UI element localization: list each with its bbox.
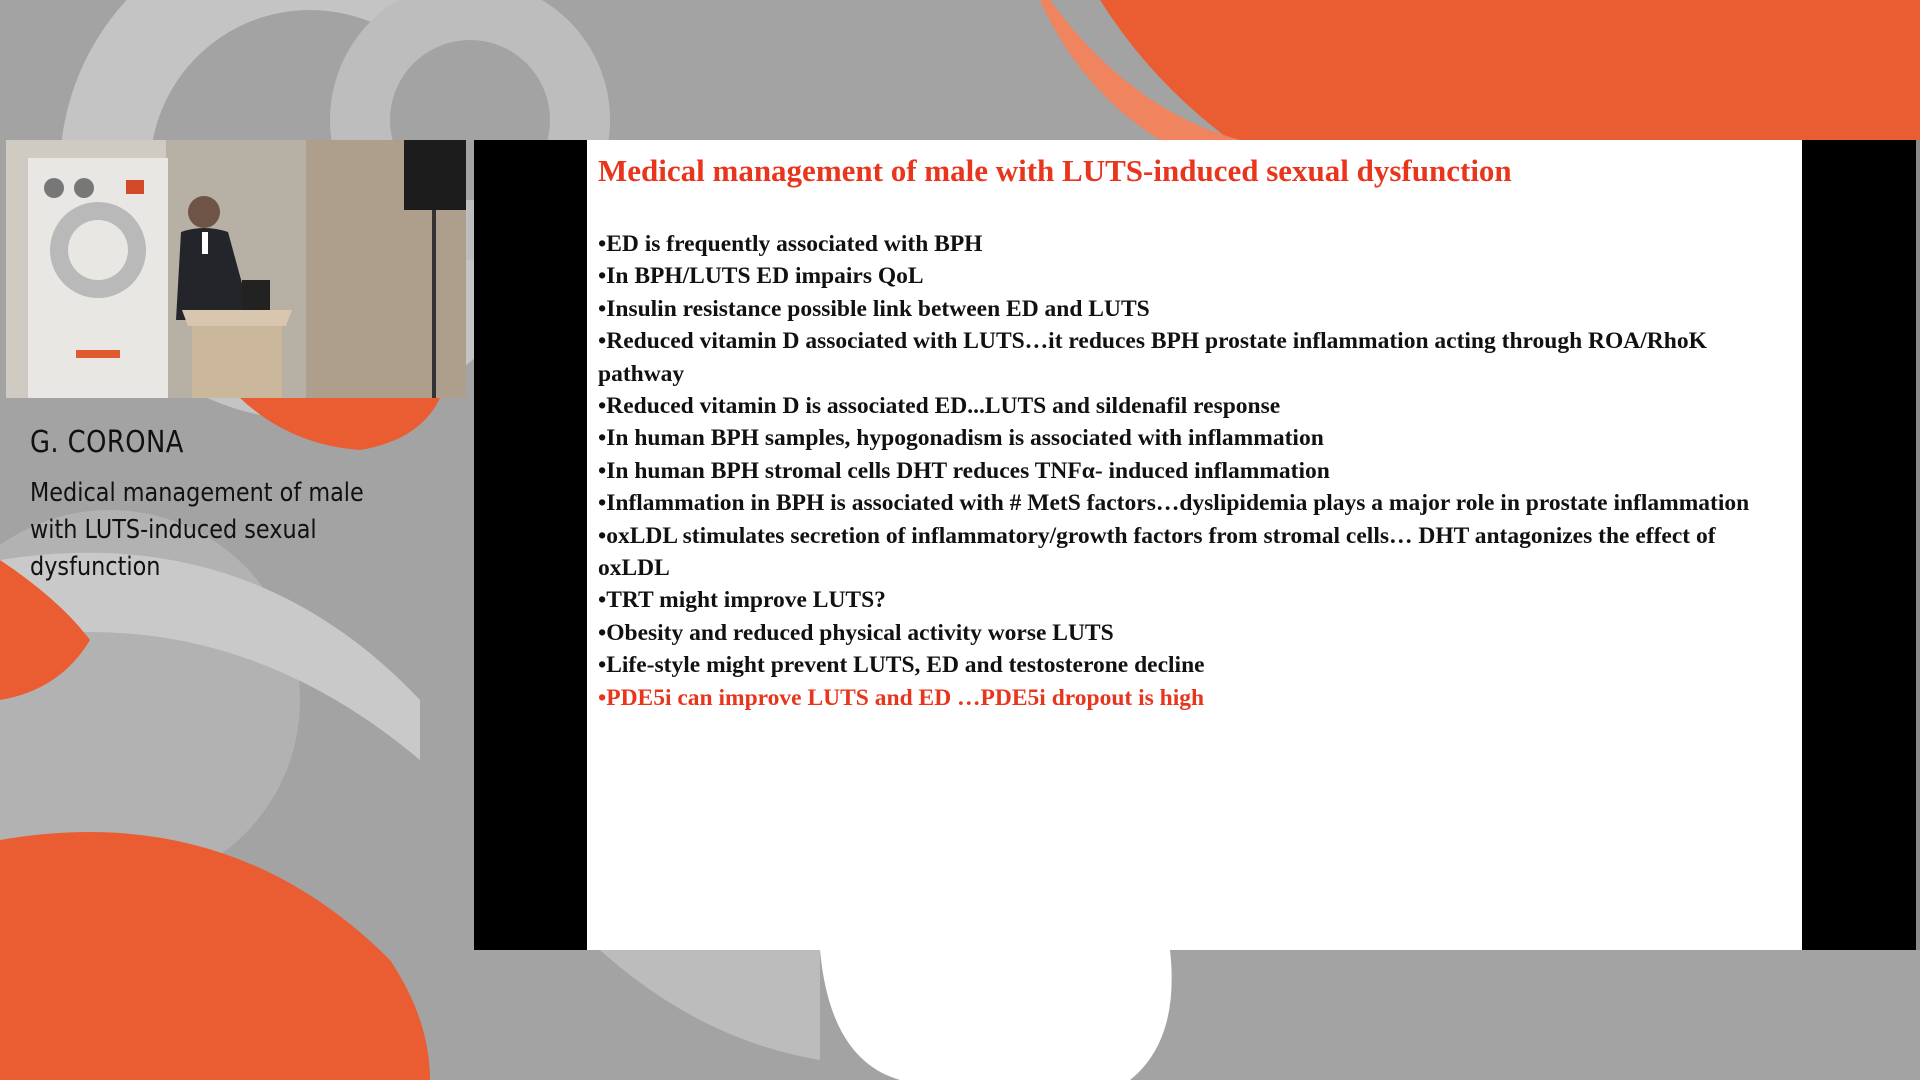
slide-bullet: •Inflammation in BPH is associated with # MetS factors…dyslipidemia plays a major role in prostate inflammation: [598, 490, 1750, 517]
slide-bullet: •ED is frequently associated with BPH: [598, 231, 983, 257]
speaker-name: G. CORONA: [30, 425, 184, 460]
slide-title: Medical management of male with LUTS-induced sexual dysfunction: [598, 153, 1512, 188]
slide-bullet: •Reduced vitamin D associated with LUTS…it reduces BPH prostate inflammation acting through ROA/RhoK pathway: [598, 328, 1707, 387]
speaker-video-feed: [6, 140, 466, 398]
presentation-slide: [587, 140, 1802, 950]
slide-bullet-highlight: •PDE5i can improve LUTS and ED …PDE5i dropout is high: [598, 684, 1205, 711]
slide-bullet: •TRT might improve LUTS?: [598, 587, 886, 614]
slide-bullet: •In BPH/LUTS ED impairs QoL: [598, 263, 924, 290]
slide-bullet: •Insulin resistance possible link between ED and LUTS: [598, 295, 1150, 322]
slide-bullet: •Reduced vitamin D is associated ED...LUTS and sildenafil response: [598, 393, 1281, 420]
slide-bullet: •oxLDL stimulates secretion of inflammatory/growth factors from stromal cells… DHT antagonizes the effect of oxLDL: [598, 522, 1716, 582]
speaker-at-podium-video-icon: [6, 140, 466, 398]
slide-bullet: •In human BPH samples, hypogonadism is associated with inflammation: [598, 425, 1324, 452]
slide-bullet: •Life-style might prevent LUTS, ED and testosterone decline: [598, 652, 1205, 679]
slide-bullet-list: [598, 228, 1793, 714]
slide-bullet: •Obesity and reduced physical activity worse LUTS: [598, 619, 1114, 646]
presentation-slide-frame: [474, 140, 1916, 950]
talk-title: Medical management of male with LUTS-induced sexual dysfunction: [30, 478, 364, 582]
slide-bullet: •In human BPH stromal cells DHT reduces TNFα- induced inflammation: [598, 457, 1330, 484]
